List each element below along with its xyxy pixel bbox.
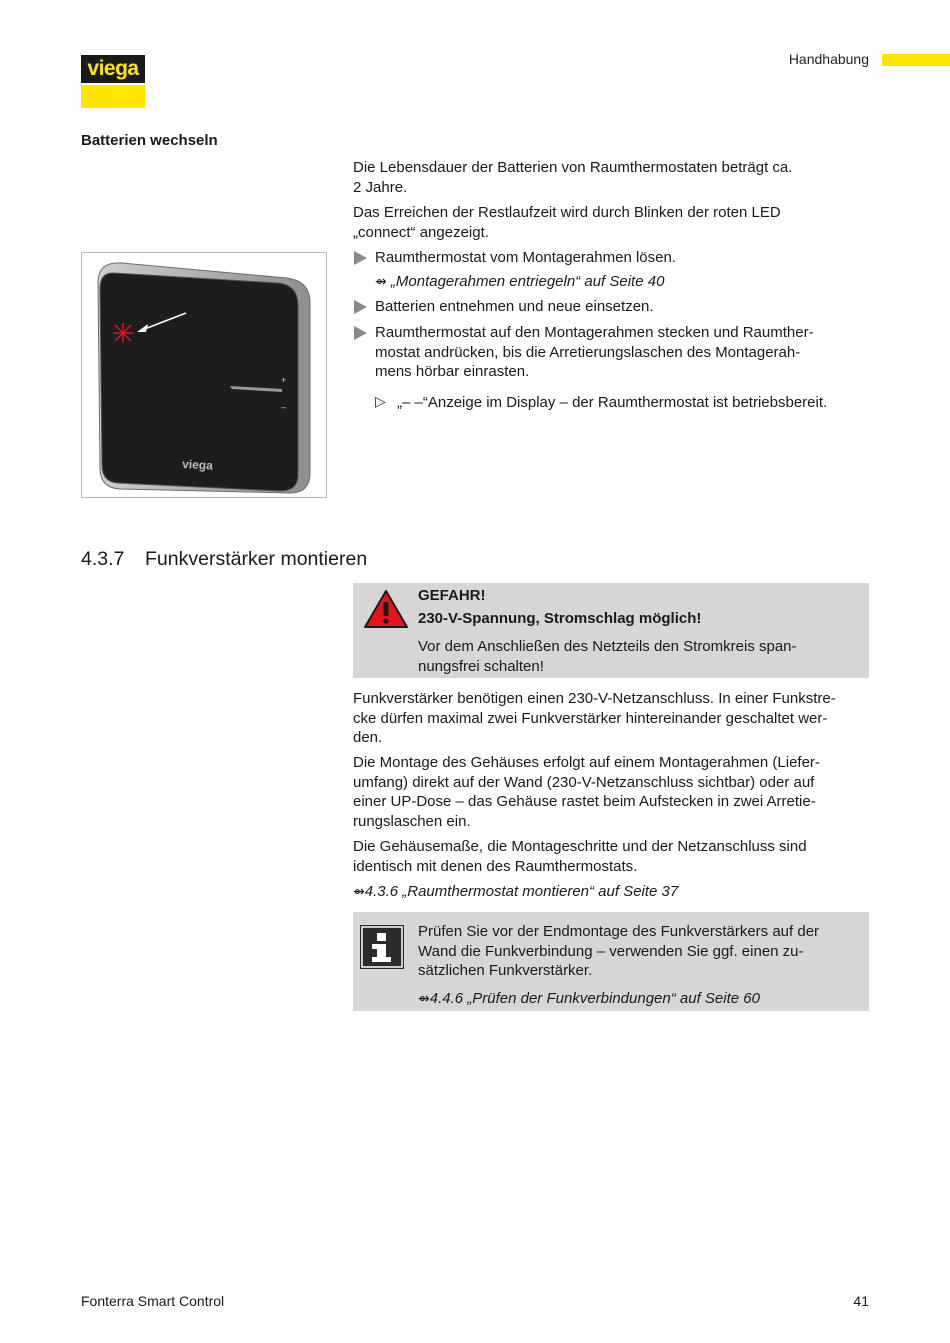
text-line: identisch mit denen des Raumthermostats. — [353, 857, 638, 875]
step-bullet-icon — [354, 300, 367, 314]
text-line: Das Erreichen der Restlaufzeit wird durch Blinken der roten LED — [353, 204, 781, 221]
text-line: mens hörbar einrasten. — [375, 363, 530, 380]
text-line: rungslaschen ein. — [353, 812, 471, 830]
text-line: cke dürfen maximal zwei Funkverstärker hintereinander geschaltet wer- — [353, 709, 828, 727]
step-1: Raumthermostat vom Montagerahmen lösen. — [375, 249, 676, 266]
cross-reference-icon: ⇴ — [375, 273, 387, 289]
text-line: umfang) direkt auf der Wand (230-V-Netzanschluss sichtbar) oder auf — [353, 773, 815, 791]
body-reference-text[interactable]: 4.3.6 „Raumthermostat montieren“ auf Seite 37 — [364, 883, 679, 900]
battery-paragraph-2 — [353, 203, 869, 242]
text-line: Die Gehäusemaße, die Montageschritte und der Netzanschluss sind — [353, 838, 807, 855]
result-triangle-icon: ▷ — [375, 393, 386, 409]
text-line: nungsfrei schalten! — [418, 657, 544, 675]
danger-label: GEFAHR! — [418, 587, 486, 604]
footer-product-name: Fonterra Smart Control — [81, 1293, 225, 1309]
body-paragraph-2 — [353, 753, 869, 831]
section-title: Funkverstärker montieren — [145, 548, 368, 570]
step-3 — [375, 323, 869, 382]
danger-text — [418, 637, 858, 676]
text-line: einer UP-Dose – das Gehäuse rastet beim Aufstecken in zwei Arretie- — [353, 793, 816, 810]
header-section-title: Handhabung — [788, 51, 869, 67]
warning-triangle-icon — [363, 589, 409, 629]
step-1-reference-text[interactable]: „Montagerahmen entriegeln“ auf Seite 40 — [390, 273, 665, 290]
step-2: Batterien entnehmen und neue einsetzen. — [375, 298, 654, 315]
step-bullet-icon — [354, 251, 367, 265]
step-result: „– –“Anzeige im Display – der Raumthermostat ist betriebsbereit. — [397, 394, 828, 411]
text-line: „connect“ angezeigt. — [353, 223, 489, 241]
text-line: Prüfen Sie vor der Endmontage des Funkverstärkers auf der — [418, 923, 820, 940]
thermostat-figure — [81, 252, 327, 498]
svg-text:–: – — [281, 402, 287, 412]
text-line: den. — [353, 729, 383, 746]
device-logo: viega — [181, 457, 214, 473]
text-line: Vor dem Anschließen des Netzteils den Stromkreis span- — [418, 638, 797, 655]
text-line: Wand die Funkverbindung – verwenden Sie ggf. einen zu- — [418, 942, 804, 960]
text-line: Funkverstärker benötigen einen 230-V-Netzanschluss. In einer Funkstre- — [353, 690, 836, 707]
body-paragraph-3 — [353, 837, 869, 876]
cross-reference-icon: ⇴ — [353, 883, 365, 899]
viega-logo-text: viega — [87, 57, 139, 80]
text-line: Raumthermostat auf den Montagerahmen stecken und Raumther- — [375, 324, 814, 341]
danger-notice — [353, 583, 869, 678]
cross-reference-icon: ⇴ — [418, 990, 430, 1006]
header-yellow-bar — [882, 54, 950, 66]
section-heading — [81, 548, 367, 571]
info-notice — [353, 912, 869, 1011]
section-number: 4.3.7 — [81, 548, 125, 570]
info-icon — [360, 925, 404, 969]
step-bullet-icon — [354, 326, 367, 340]
svg-text:+: + — [281, 375, 287, 385]
footer-page-number: 41 — [853, 1293, 869, 1309]
info-text — [418, 922, 863, 981]
step-1-reference[interactable] — [375, 272, 664, 292]
battery-heading: Batterien wechseln — [81, 132, 218, 149]
body-paragraph-1 — [353, 689, 869, 748]
logo-yellow-bar — [81, 85, 145, 108]
info-reference[interactable] — [418, 989, 760, 1009]
text-line: Die Montage des Gehäuses erfolgt auf einem Montagerahmen (Liefer- — [353, 754, 820, 771]
text-line: sätzlichen Funkverstärker. — [418, 962, 593, 979]
danger-subtitle: 230-V-Spannung, Stromschlag möglich! — [418, 610, 702, 627]
info-reference-text[interactable]: 4.4.6 „Prüfen der Funkverbindungen“ auf Seite 60 — [429, 990, 760, 1007]
battery-paragraph-1 — [353, 158, 869, 197]
text-line: mostat andrücken, bis die Arretierungslaschen des Montagerah- — [375, 343, 801, 361]
text-line: 2 Jahre. — [353, 178, 408, 196]
text-line: Die Lebensdauer der Batterien von Raumthermostaten beträgt ca. — [353, 159, 793, 176]
body-reference[interactable] — [353, 882, 869, 902]
thermostat-illustration — [82, 253, 326, 497]
led-indicator — [113, 323, 133, 343]
